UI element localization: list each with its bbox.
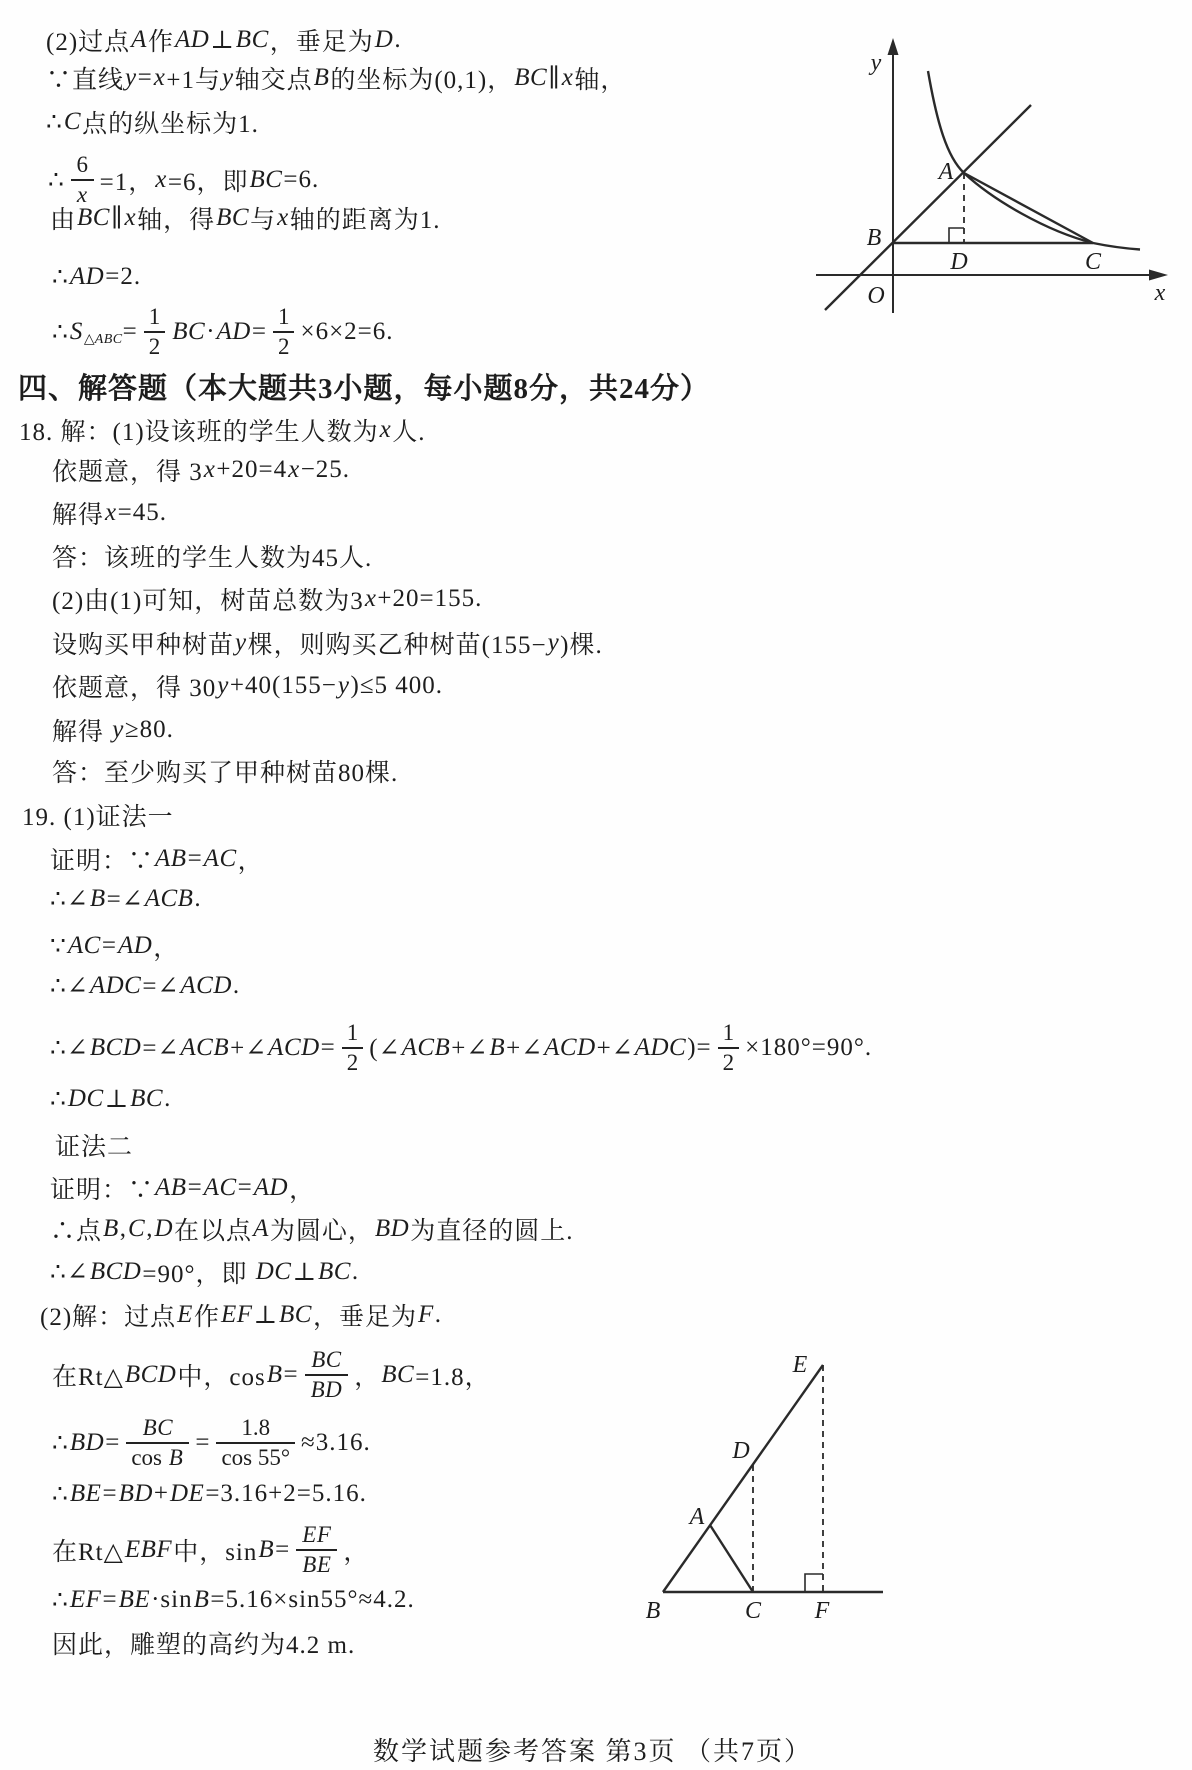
math-line-19-1: 19. (1)证法一 [22,804,174,831]
math-line-19-6: ∴∠ BCD =∠ ACB +∠ ACD = $\frac{1}{2}$ (∠ ACB +∠ B +∠ ACD +∠ ADC )= $\frac{1}{2}$ ×180°=90°. [50,1019,873,1075]
right-angle-mark-D [949,228,964,243]
math-line-19-7: ∴ DC ⊥ BC . [50,1085,172,1113]
page-footer: 数学试题参考答案 第3页 （共7页） [373,1737,813,1766]
math-line-19-14: ∴ BD = $\frac{BC}{\text{cos B}}$ = $\frac{1.8}{\cos 55^\circ}$ ≈3.16. [52,1414,371,1470]
hyperbola-curve [928,71,1140,250]
section-heading: 四、解答题（本大题共3小题，每小题8分，共24分） [18,373,711,405]
math-line-19-17: ∴ EF = BE ·sin B =5.16×sin55°≈4.2. [52,1586,415,1614]
figure-triangle [635,1352,925,1632]
math-line-18-3: 解得 x =45. [52,499,167,529]
math-line-18-7: 依题意，得 30 y +40(155− y )≤5 400. [52,672,444,702]
math-line-19-3: ∴∠ B =∠ ACB . [50,885,202,913]
math-line-19-11: ∴∠ BCD =90°，即 DC ⊥ BC . [50,1258,360,1288]
math-line-19-10: ∴点 B , C , D 在以点 A 为圆心， BD 为直径的圆上. [50,1215,574,1245]
math-line-19-9: 证明：∵ AB = AC = AD ， [50,1174,316,1204]
math-line-18-6: 设购买甲种树苗 y 棵，则购买乙种树苗(155− y )棵. [52,629,603,659]
fig2-label-C: C [744,1598,762,1624]
fig2-label-A: A [689,1504,705,1530]
math-line-19-4: ∵ AC = AD ， [50,932,180,962]
figure-coordinate-plane [788,26,1190,318]
math-line-19-16: 在Rt△ EBF 中，sin B = $\frac{EF}{BE}$ ， [52,1521,370,1577]
fig1-label-x: x [1154,280,1166,306]
math-line-17-6: ∴ AD =2. [52,263,142,291]
fig1-label-A: A [938,159,954,185]
math-line-17-1: (2)过点 A 作 AD ⊥ BC ，垂足为 D . [46,26,402,56]
fig1-label-y: y [870,50,882,76]
math-line-18-8: 解得 y ≥80. [52,716,174,746]
math-line-18-9: 答：至少购买了甲种树苗80棵. [52,760,399,787]
x-axis-arrow [1149,270,1168,281]
math-line-19-12: (2)解：过点 E 作 EF ⊥ BC ，垂足为 F . [40,1301,443,1331]
segment-BE [663,1365,823,1592]
fig1-label-O: O [867,283,885,309]
right-angle-mark-F [805,1574,823,1592]
math-line-17-4: ∴ $\frac{6}{x}$ =1， x =6，即 BC =6. [48,151,320,207]
fig1-label-C: C [1084,249,1102,275]
math-line-17-2: ∵直线 y = x +1与 y 轴交点 B 的坐标为(0,1)， BC ∥ x 轴， [46,64,627,94]
math-line-17-5: 由 BC ∥ x 轴，得 BC 与 x 轴的距离为1. [50,204,441,234]
math-line-18-1: 18. 解：(1)设该班的学生人数为 x 人. [19,416,426,446]
segment-AC [710,1525,753,1592]
math-line-18-4: 答：该班的学生人数为45人. [52,545,373,572]
segment-AC [964,173,1093,243]
math-line-19-15: ∴ BE = BD + DE =3.16+2=5.16. [52,1480,367,1508]
fig1-label-B: B [866,225,882,251]
math-line-18-2: 依题意，得 3 x +20=4 x −25. [52,456,351,486]
math-line-19-2: 证明：∵ AB = AC ， [50,845,264,875]
math-line-19-18: 因此，雕塑的高约为4.2 m. [52,1632,356,1659]
fig1-label-D: D [950,249,968,275]
math-line-19-8: 证法二 [55,1134,134,1161]
math-line-17-7: ∴ S △ABC = $\frac{1}{2}$ BC · AD = $\frac{1}{2}$ ×6×2=6. [52,303,394,359]
fig2-label-D: D [732,1438,750,1464]
line-y-equals-x-plus-1 [825,105,1031,310]
y-axis-arrow [888,38,899,55]
math-line-17-3: ∴ C 点的纵坐标为1. [46,108,259,138]
math-line-19-13: 在Rt△ BCD 中，cos B = $\frac{BC}{BD}$ ， BC =1.8， [52,1346,491,1402]
fig2-label-B: B [645,1598,661,1624]
fig2-label-E: E [792,1352,808,1378]
fig2-label-F: F [814,1598,830,1624]
math-line-18-5: (2)由(1)可知，树苗总数为3 x +20=155. [52,585,483,615]
math-line-19-5: ∴∠ ADC =∠ ACD . [50,972,241,1000]
